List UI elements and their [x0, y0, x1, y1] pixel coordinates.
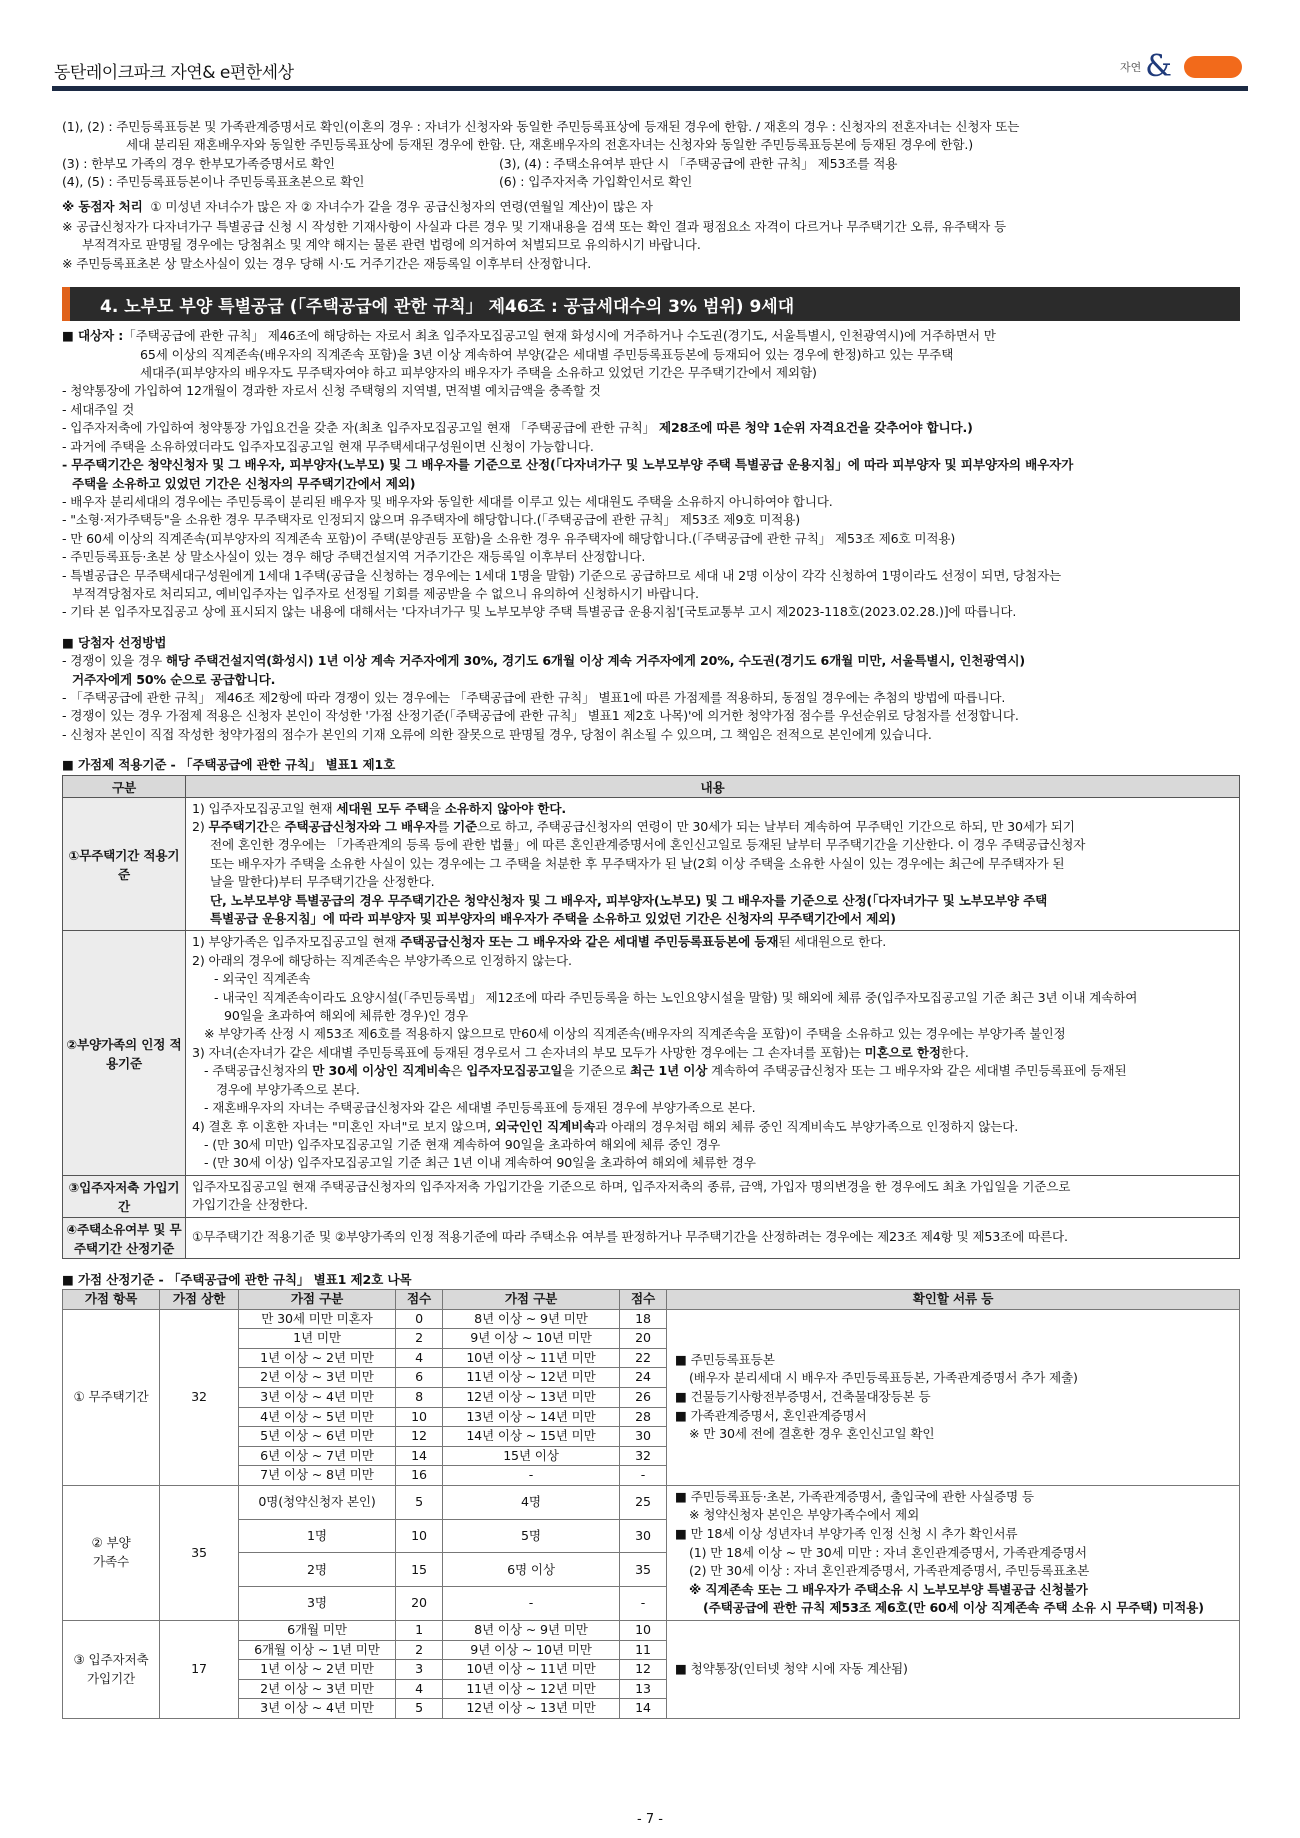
point-item: ① 무주택기간 [63, 1309, 160, 1485]
note-line: ※ 주민등록표초본 상 말소사실이 있는 경우 당해 시·도 거주기간은 재등록일 이후부터 산정합니다. [62, 255, 592, 271]
row-content: ①무주택기간 적용기준 및 ②부양가족의 인정 적용기준에 따라 주택소유 여부를 판정하거나 무주택기간을 산정하려는 경우에는 제23조 제4항 및 제53조에 따른다. [186, 1217, 1240, 1258]
header-title: 동탄레이크파크 자연& e편한세상 [54, 63, 294, 83]
target-text: 「주택공급에 관한 규칙」 제46조에 해당하는 자로서 최초 입주자모집공고일 현재 화성시에 거주하거나 수도권(경기도, 서울특별시, 인천광역시)에 거주하면서 만 [123, 328, 996, 344]
point-range: 2년 이상 ~ 3년 미만 [239, 1368, 396, 1388]
point-score: 30 [620, 1427, 667, 1447]
tie-label: ※ 동점자 처리 [62, 198, 143, 214]
point-score: 10 [620, 1621, 667, 1641]
point-range: 1년 미만 [239, 1329, 396, 1349]
point-range: 9년 이상 ~ 10년 미만 [443, 1640, 620, 1660]
point-range: 14년 이상 ~ 15년 미만 [443, 1427, 620, 1447]
page-header [52, 49, 1248, 84]
bullet-text: - 입주자저축에 가입하여 청약통장 가입요건을 갖춘 자(최초 입주자모집공고일 현재 「주택공급에 관한 규칙」 [62, 420, 659, 436]
bullet-line: - 과거에 주택을 소유하였더라도 입주자모집공고일 현재 무주택세대구성원이면 신청이 가능합니다. [62, 438, 594, 454]
point-score: 26 [620, 1387, 667, 1407]
point-range: 7년 이상 ~ 8년 미만 [239, 1466, 396, 1486]
point-criteria-table [62, 775, 1240, 1259]
required-documents: ■ 주민등록표등본 (배우자 분리세대 시 배우자 주민등록표등본, 가족관계증명서 추가 제출) ■ 건물등기사항전부증명서, 건축물대장등본 등 ■ 가족관계증명서, 혼인관계증명서 ※ 만 30세 전에 결혼한 경우 혼인신고일 확인 [667, 1309, 1240, 1485]
point-range: 만 30세 미만 미혼자 [239, 1309, 396, 1329]
point-score: 3 [396, 1660, 443, 1680]
point-range: 3년 이상 ~ 4년 미만 [239, 1699, 396, 1719]
point-score: 22 [620, 1348, 667, 1368]
target-line: 65세 이상의 직계존속(배우자의 직계존속 포함)을 3년 이상 계속하여 부양(같은 세대별 주민등록표등본에 등재되어 있는 경우에 한정)하고 있는 무주택 [140, 346, 954, 362]
point-range: 12년 이상 ~ 13년 미만 [443, 1387, 620, 1407]
selection-title: ■ 당첨자 선정방법 [62, 634, 167, 650]
bullet-line: 주택을 소유하고 있었던 기간은 신청자의 무주택기간에서 제외) [72, 475, 416, 491]
row-label: ①무주택기간 적용기준 [63, 797, 186, 931]
bullet-line: - 만 60세 이상의 직계존속(피부양자의 직계존속 포함)이 주택(분양권등 포함)을 소유한 경우 유주택자에 해당합니다.(「주택공급에 관한 규칙」 제53조 제6호 미적용) [62, 530, 956, 546]
point-score: - [620, 1587, 667, 1621]
point-max: 32 [160, 1309, 239, 1485]
point-score: 24 [620, 1368, 667, 1388]
point-score: 20 [396, 1587, 443, 1621]
row-content: 입주자모집공고일 현재 주택공급신청자의 입주자저축 가입기간을 기준으로 하며, 입주자저축의 종류, 금액, 가입자 명의변경을 한 경우에도 최초 가입일을 기준으로 가입기간을 산정한다. [186, 1175, 1240, 1217]
note-right: (3), (4) : 주택소유여부 판단 시 「주택공급에 관한 규칙」 제53조를 적용 [499, 155, 898, 171]
point-range: 5년 이상 ~ 6년 미만 [239, 1427, 396, 1447]
point-range: 10년 이상 ~ 11년 미만 [443, 1660, 620, 1680]
bullet-line: - 기타 본 입주자모집공고 상에 표시되지 않는 내용에 대해서는 '다자녀가구 및 노부모부양 주택 특별공급 운용지침'[국토교통부 고시 제2023-118호(2023.02.28.)]에 따릅니다. [62, 604, 1017, 620]
page-number: - 7 - [637, 1812, 663, 1827]
point-score: 15 [396, 1553, 443, 1587]
required-documents: ■ 주민등록표등·초본, 가족관계증명서, 출입국에 관한 사실증명 등 ※ 청약신청자 본인은 부양가족수에서 제외 ■ 만 18세 이상 성년자녀 부양가족 인정 신청 시 추가 확인서류 (1) 만 18세 이상 ~ 만 30세 미만 : 자녀 혼인관계증명서, 가족관계증명서 (2) 만 30세 이상 : 자녀 혼인관계증명서, 가족관계증명서, 주민등록표초본 ※ 직계존속 또는 그 배우자가 주택소유 시 노부모부양 특별공급 신청불가 (주택공급에 관한 규칙 제53조 제6호(만 60세 이상 직계존속 주택 소유 시 무주택) 미적용) [667, 1485, 1240, 1620]
point-score: 10 [396, 1407, 443, 1427]
point-range: 6개월 이상 ~ 1년 미만 [239, 1640, 396, 1660]
selection-line: - 경쟁이 있는 경우 가점제 적용은 신청자 본인이 작성한 '가점 산정기준(「주택공급에 관한 규칙」 별표1 제2호 나목)'에 의거한 청약가점 점수를 우선순위로 당첨자를 선정합니다. [62, 708, 1019, 724]
point-range: 9년 이상 ~ 10년 미만 [443, 1329, 620, 1349]
point-score: 12 [396, 1427, 443, 1447]
table-row [63, 1175, 1240, 1217]
orange-blob-logo-icon [1184, 56, 1242, 78]
point-score: 2 [396, 1329, 443, 1349]
point-max: 17 [160, 1621, 239, 1719]
row-label: ③입주자저축 가입기간 [63, 1175, 186, 1217]
table-row [63, 1217, 1240, 1258]
point-score: 4 [396, 1348, 443, 1368]
point-range: 11년 이상 ~ 12년 미만 [443, 1679, 620, 1699]
point-score: 10 [396, 1519, 443, 1553]
point-score: 20 [620, 1329, 667, 1349]
point-score: 1 [396, 1621, 443, 1641]
table-header: 가점 구분 [443, 1289, 620, 1309]
point-range: 3년 이상 ~ 4년 미만 [239, 1387, 396, 1407]
point-score: 18 [620, 1309, 667, 1329]
note-line: 세대 분리된 재혼배우자와 동일한 주민등록표상에 등재된 경우에 한함. 단, 재혼배우자의 전혼자녀는 신청자와 동일한 주민등록표등본에 등재된 경우에 한함.) [126, 137, 973, 153]
point-range: 3명 [239, 1587, 396, 1621]
point-calc-table [62, 1289, 1240, 1719]
required-documents: ■ 청약통장(인터넷 청약 시에 자동 계산됨) [667, 1621, 1240, 1719]
table-header: 내용 [186, 775, 1240, 797]
brand-logo [1120, 49, 1242, 84]
point-score: 30 [620, 1519, 667, 1553]
note-left: (3) : 한부모 가족의 경우 한부모가족증명서로 확인 [62, 155, 335, 171]
bullet-line: - "소형·저가주택등"을 소유한 경우 무주택자로 인정되지 않으며 유주택자에 해당합니다.(「주택공급에 관한 규칙」 제53조 제9호 미적용) [62, 512, 800, 528]
row-label: ②부양가족의 인정 적용기준 [63, 931, 186, 1175]
point-score: 4 [396, 1679, 443, 1699]
point-score: 6 [396, 1368, 443, 1388]
target-label: ■ 대상자 : [62, 328, 124, 344]
note-line [62, 173, 1240, 191]
point-range: - [443, 1587, 620, 1621]
selection-line [62, 652, 1240, 670]
note-right: (6) : 입주자저축 가입확인서로 확인 [499, 174, 693, 190]
tie-text: ① 미성년 자녀수가 많은 자 ② 자녀수가 같을 경우 공급신청자의 연령(연월일 계산)이 많은 자 [150, 198, 653, 214]
section-title-bar: 4. 노부모 부양 특별공급 (「주택공급에 관한 규칙」 제46조 : 공급세대수의 3% 범위) 9세대 [62, 287, 1240, 321]
row-label: ④주택소유여부 및 무주택기간 산정기준 [63, 1217, 186, 1258]
point-range: 5명 [443, 1519, 620, 1553]
target-line [62, 327, 1240, 345]
point-score: 35 [620, 1553, 667, 1587]
point-score: 14 [396, 1446, 443, 1466]
point-range: 6년 이상 ~ 7년 미만 [239, 1446, 396, 1466]
note-line: ※ 공급신청자가 다자녀가구 특별공급 신청 시 작성한 기재사항이 사실과 다른 경우 및 기재내용을 검색 또는 확인 결과 평점요소 자격이 다르거나 무주택기간 오류, 유주택자 등 [62, 219, 1006, 235]
bullet-line: - 세대주일 것 [62, 401, 135, 417]
table-header: 확인할 서류 등 [667, 1289, 1240, 1309]
point-range: 12년 이상 ~ 13년 미만 [443, 1699, 620, 1719]
logo-ampersand: & [1145, 49, 1172, 84]
point-range: 2명 [239, 1553, 396, 1587]
point-score: 0 [396, 1309, 443, 1329]
point-score: 11 [620, 1640, 667, 1660]
tie-breaker [62, 198, 1240, 216]
point-score: 32 [620, 1446, 667, 1466]
row-content: 1) 부양가족은 입주자모집공고일 현재 주택공급신청자 또는 그 배우자와 같은 세대별 주민등록표등본에 등재된 세대원으로 한다. 2) 아래의 경우에 해당하는 직계존속은 부양가족으로 인정하지 않는다. - 외국인 직계존속 - 내국인 직계존속이라도 요양시설(「주민등록법」 제12조에 따라 주민등록을 하는 노인요양시설을 말함) 및 해외에 체류 중(입주자모집공고일 기준 최근 3년 이내 계속하여 90일을 초과하여 해외에 체류한 경우)인 경우 ※ 부양가족 산정 시 제53조 제6호를 적용하지 않으므로 만60세 이상의 직계존속(배우자의 직계존속을 포함)이 주택을 소유하고 있는 경우에는 부양가족 불인정 3) 자녀(손자녀가 같은 세대별 주민등록표에 등재된 경우로서 그 손자녀의 부모 모두가 사망한 경우에는 그 손자녀를 포함)는 미혼으로 한정한다. - 주택공급신청자의 만 30세 이상인 직계비속은 입주자모집공고일을 기준으로 최근 1년 이상 계속하여 주택공급신청자 또는 그 배우자와 같은 세대별 주민등록표에 등재된 경우에 부양가족으로 본다. - 재혼배우자의 자녀는 주택공급신청자와 같은 세대별 주민등록표에 등재된 경우에 부양가족으로 본다. 4) 결혼 후 이혼한 자녀는 "미혼인 자녀"로 보지 않으며, 외국인인 직계비속과 아래의 경우처럼 해외 체류 중인 직계비속도 부양가족으로 인정하지 않는다. - (만 30세 미만) 입주자모집공고일 기준 현재 계속하여 90일을 초과하여 해외에 체류 중인 경우 - (만 30세 이상) 입주자모집공고일 기준 최근 1년 이내 계속하여 90일을 초과하여 해외에 체류한 경우 [186, 931, 1240, 1175]
note-left: (4), (5) : 주민등록표등본이나 주민등록표초본으로 확인 [62, 174, 365, 190]
table-header: 가점 항목 [63, 1289, 160, 1309]
table-row [63, 1621, 1240, 1641]
point-range: - [443, 1466, 620, 1486]
page-content [62, 118, 1240, 1719]
target-line: 세대주(피부양자의 배우자도 무주택자여야 하고 피부양자의 배우자가 주택을 소유하고 있었던 기간은 무주택기간에서 제외함) [140, 365, 817, 381]
table-row [63, 797, 1240, 931]
table-row [63, 931, 1240, 1175]
selection-line: - 신청자 본인이 직접 작성한 청약가점의 점수가 본인의 기재 오류에 의한 잘못으로 판명될 경우, 당첨이 취소될 수 있으며, 그 책임은 전적으로 본인에게 있습니다. [62, 726, 932, 742]
point-range: 8년 이상 ~ 9년 미만 [443, 1621, 620, 1641]
bullet-line [62, 419, 1240, 437]
point-item: ② 부양 가족수 [63, 1485, 160, 1620]
point-score: 2 [396, 1640, 443, 1660]
point-score: 14 [620, 1699, 667, 1719]
bullet-line: - 특별공급은 무주택세대구성원에게 1세대 1주택(공급을 신청하는 경우에는 1세대 1명을 말함) 기준으로 공급하므로 세대 내 2명 이상이 각각 신청하여 1명이라도 선정이 되면, 당첨자는 [62, 567, 1061, 583]
table1-title: ■ 가점제 적용기준 - 「주택공급에 관한 규칙」 별표1 제1호 [62, 757, 396, 773]
table-row [63, 1309, 1240, 1329]
bullet-line: - 주민등록표등·초본 상 말소사실이 있는 경우 해당 주택건설지역 거주기간은 재등록일 이후부터 산정합니다. [62, 549, 646, 565]
bullet-line: - 청약통장에 가입하여 12개월이 경과한 자로서 신청 주택형의 지역별, 면적별 예치금액을 충족할 것 [62, 383, 601, 399]
point-item: ③ 입주자저축 가입기간 [63, 1621, 160, 1719]
point-range: 11년 이상 ~ 12년 미만 [443, 1368, 620, 1388]
point-range: 1년 이상 ~ 2년 미만 [239, 1660, 396, 1680]
logo-small-text: 자연 [1120, 61, 1142, 74]
point-score: 25 [620, 1485, 667, 1519]
note-line [62, 155, 1240, 173]
point-score: 8 [396, 1387, 443, 1407]
point-range: 4년 이상 ~ 5년 미만 [239, 1407, 396, 1427]
bullet-line: - 배우자 분리세대의 경우에는 주민등록이 분리된 배우자 및 배우자와 동일한 세대를 이루고 있는 세대원도 주택을 소유하지 아니하여야 합니다. [62, 493, 833, 509]
point-range: 6개월 미만 [239, 1621, 396, 1641]
table-header: 점수 [620, 1289, 667, 1309]
point-score: 5 [396, 1485, 443, 1519]
header-rule [52, 86, 1248, 91]
point-range: 0명(청약신청자 본인) [239, 1485, 396, 1519]
selection-line: - 「주택공급에 관한 규칙」 제46조 제2항에 따라 경쟁이 있는 경우에는 「주택공급에 관한 규칙」 별표1에 따른 가점제를 적용하되, 동점일 경우에는 추첨의 방법에 따릅니다. [62, 689, 1006, 705]
table-header: 가점 상한 [160, 1289, 239, 1309]
point-range: 10년 이상 ~ 11년 미만 [443, 1348, 620, 1368]
selection-bold: 해당 주택건설지역(화성시) 1년 이상 계속 거주자에게 30%, 경기도 6개월 이상 계속 거주자에게 20%, 수도권(경기도 6개월 미만, 서울특별시, 인천광역시) [165, 653, 1025, 669]
point-score: 12 [620, 1660, 667, 1680]
note-line: 부적격자로 판명될 경우에는 당첨취소 및 계약 해지는 물론 관련 법령에 의거하여 처벌되므로 유의하시기 바랍니다. [82, 237, 701, 253]
table2-title: ■ 가점 산정기준 - 「주택공급에 관한 규칙」 별표1 제2호 나목 [62, 1271, 412, 1287]
point-range: 8년 이상 ~ 9년 미만 [443, 1309, 620, 1329]
bullet-bold: 제28조에 따른 청약 1순위 자격요건을 갖추어야 합니다.) [658, 420, 973, 436]
table-header: 구분 [63, 775, 186, 797]
point-range: 2년 이상 ~ 3년 미만 [239, 1679, 396, 1699]
selection-line: 거주자에게 50% 순으로 공급합니다. [72, 671, 276, 687]
point-range: 1명 [239, 1519, 396, 1553]
point-max: 35 [160, 1485, 239, 1620]
point-range: 15년 이상 [443, 1446, 620, 1466]
table-row [63, 1485, 1240, 1519]
point-score: 28 [620, 1407, 667, 1427]
point-score: 13 [620, 1679, 667, 1699]
point-score: - [620, 1466, 667, 1486]
selection-text: - 경쟁이 있을 경우 [62, 653, 166, 669]
point-range: 13년 이상 ~ 14년 미만 [443, 1407, 620, 1427]
bullet-line: - 무주택기간은 청약신청자 및 그 배우자, 피부양자(노부모) 및 그 배우자를 기준으로 산정(「다자녀가구 및 노부모부양 주택 특별공급 운용지침」에 따라 피부양자 및 피부양자의 배우자가 [62, 457, 1074, 473]
table-header: 점수 [396, 1289, 443, 1309]
table-header: 가점 구분 [239, 1289, 396, 1309]
point-score: 5 [396, 1699, 443, 1719]
point-score: 16 [396, 1466, 443, 1486]
point-range: 1년 이상 ~ 2년 미만 [239, 1348, 396, 1368]
note-line: (1), (2) : 주민등록표등본 및 가족관계증명서로 확인(이혼의 경우 : 자녀가 신청자와 동일한 주민등록표상에 등재된 경우에 한함. / 재혼의 경우 : 신청자의 전혼자녀는 신청자 또는 [62, 119, 1020, 134]
point-range: 6명 이상 [443, 1553, 620, 1587]
point-range: 4명 [443, 1485, 620, 1519]
row-content: 1) 입주자모집공고일 현재 세대원 모두 주택을 소유하지 않아야 한다. 2) 무주택기간은 주택공급신청자와 그 배우자를 기준으로 하고, 주택공급신청자의 연령이 만 30세가 되는 날부터 계속하여 무주택인 기간으로 하되, 만 30세가 되기 전에 혼인한 경우에는 「가족관계의 등록 등에 관한 법률」에 따른 혼인관계증명서에 혼인신고일로 등재된 날부터 무주택기간을 기산한다. 이 경우 주택공급신청자 또는 배우자가 주택을 소유한 사실이 있는 경우에는 그 주택을 처분한 후 무주택자가 된 날(2회 이상 주택을 소유한 사실이 있는 경우에는 최근에 무주택자가 된 날을 말한다)부터 무주택기간을 산정한다. 단, 노부모부양 특별공급의 경우 무주택기간은 청약신청자 및 그 배우자, 피부양자(노부모) 및 그 배우자를 기준으로 산정(「다자녀가구 및 노부모부양 주택 특별공급 운용지침」에 따라 피부양자 및 피부양자의 배우자가 주택을 소유하고 있었던 기간은 신청자의 무주택기간에서 제외) [186, 797, 1240, 931]
bullet-line: 부적격당첨자로 처리되고, 예비입주자는 입주자로 선정될 기회를 제공받을 수 없으니 유의하여 신청하시기 바랍니다. [72, 585, 699, 601]
